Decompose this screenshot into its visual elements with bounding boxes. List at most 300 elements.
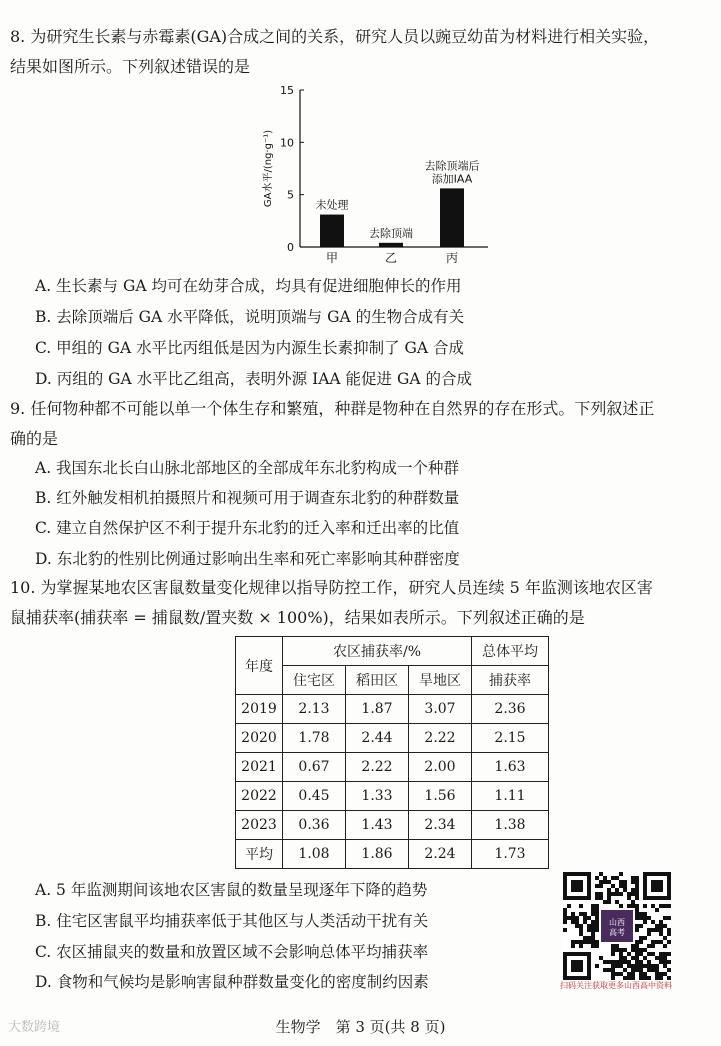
qr-module [603, 960, 607, 964]
cell-total: 1.11 [472, 782, 549, 811]
qr-module [611, 960, 615, 964]
qr-module [575, 940, 579, 944]
question-9-stem-2: 确的是 [10, 429, 59, 448]
qr-module [623, 880, 627, 884]
header-total-2: 捕获率 [472, 666, 549, 695]
qr-module [659, 952, 663, 956]
q9-option-a: A. 我国东北长白山脉北部地区的全部成年东北豹构成一个种群 [35, 459, 460, 477]
table-row [236, 840, 549, 869]
qr-finder [571, 960, 583, 972]
cell-dryland: 2.34 [409, 811, 472, 840]
qr-module [603, 876, 607, 880]
qr-module [579, 924, 583, 928]
qr-module [631, 948, 635, 952]
qr-module [579, 928, 583, 932]
qr-module [635, 892, 639, 896]
qr-module [647, 928, 651, 932]
qr-module [659, 928, 663, 932]
qr-module [627, 972, 631, 976]
qr-module [643, 972, 647, 976]
qr-module [667, 916, 671, 920]
question-10-stem-1: 10. 为掌握某地农区害鼠数量变化规律以指导防控工作，研究人员连续 5 年监测该地农区害 [10, 578, 653, 597]
q9-option-d: D. 东北豹的性别比例通过影响出生率和死亡率影响其种群密度 [35, 550, 460, 568]
qr-module [631, 880, 635, 884]
cell-paddy: 2.22 [346, 753, 409, 782]
qr-module [587, 924, 591, 928]
x-tick-label: 丙 [445, 251, 459, 265]
qr-module [623, 884, 627, 888]
header-dryland: 旱地区 [409, 666, 472, 695]
qr-module [635, 904, 639, 908]
cell-paddy: 1.87 [346, 695, 409, 724]
header-group: 农区捕获率/% [283, 637, 472, 666]
qr-module [655, 956, 659, 960]
table-header-row [236, 637, 549, 666]
cell-dryland: 2.24 [409, 840, 472, 869]
x-tick-label: 乙 [384, 251, 398, 265]
qr-module [579, 904, 583, 908]
q8-option-d: D. 丙组的 GA 水平比乙组高，表明外源 IAA 能促进 GA 的合成 [35, 370, 472, 388]
cell-total: 2.15 [472, 724, 549, 753]
qr-module [611, 876, 615, 880]
qr-module [591, 924, 595, 928]
qr-module [627, 896, 631, 900]
qr-module [615, 876, 619, 880]
qr-module [635, 948, 639, 952]
qr-module [655, 940, 659, 944]
qr-module [599, 892, 603, 896]
qr-module [631, 956, 635, 960]
q10-option-d: D. 食物和气候均是影响害鼠种群数量变化的密度制约因素 [35, 973, 429, 991]
qr-module [615, 964, 619, 968]
qr-module [667, 952, 671, 956]
cell-paddy: 1.33 [346, 782, 409, 811]
qr-module [583, 916, 587, 920]
qr-module [611, 884, 615, 888]
qr-module [567, 916, 571, 920]
cell-total: 1.73 [472, 840, 549, 869]
qr-caption: 扫码关注获取更多山西高中资料 [560, 981, 672, 990]
qr-module [591, 904, 595, 908]
cell-year: 2022 [236, 782, 283, 811]
qr-module [595, 896, 599, 900]
qr-module [575, 920, 579, 924]
qr-module [623, 888, 627, 892]
qr-module [635, 884, 639, 888]
qr-module [615, 900, 619, 904]
qr-module [659, 972, 663, 976]
qr-module [591, 940, 595, 944]
qr-module [635, 960, 639, 964]
cell-residential: 1.78 [283, 724, 346, 753]
header-paddy: 稻田区 [346, 666, 409, 695]
qr-module [619, 952, 623, 956]
qr-module [619, 964, 623, 968]
qr-module [643, 948, 647, 952]
cell-total: 1.38 [472, 811, 549, 840]
ga-bar-chart [250, 80, 490, 266]
qr-module [655, 924, 659, 928]
qr-module [599, 880, 603, 884]
cell-dryland: 3.07 [409, 695, 472, 724]
bar-label: 未处理 [315, 198, 349, 212]
qr-module [623, 960, 627, 964]
table-row [236, 811, 549, 840]
qr-module [607, 896, 611, 900]
cell-year: 2020 [236, 724, 283, 753]
q8-option-b: B. 去除顶端后 GA 水平降低，说明顶端与 GA 的生物合成有关 [35, 308, 465, 326]
q10-option-c: C. 农区捕鼠夹的数量和放置区域不会影响总体平均捕获率 [35, 943, 429, 961]
q10-option-a: A. 5 年监测期间该地农区害鼠的数量呈现逐年下降的趋势 [35, 881, 428, 899]
question-8 [10, 22, 710, 82]
table-subheader-row [236, 666, 549, 695]
cell-paddy: 2.44 [346, 724, 409, 753]
qr-module [595, 892, 599, 896]
qr-module [663, 944, 667, 948]
qr-module [643, 936, 647, 940]
qr-module [639, 948, 643, 952]
cell-paddy: 1.43 [346, 811, 409, 840]
qr-module [599, 896, 603, 900]
qr-module [655, 964, 659, 968]
qr-module [635, 964, 639, 968]
cell-residential: 0.67 [283, 753, 346, 782]
qr-module [663, 936, 667, 940]
header-total: 总体平均 [472, 637, 549, 666]
qr-module [579, 932, 583, 936]
table-row [236, 753, 549, 782]
qr-module [627, 904, 631, 908]
qr-module [603, 880, 607, 884]
qr-module [627, 892, 631, 896]
qr-module [595, 912, 599, 916]
y-tick-label: 0 [287, 241, 294, 254]
q9-option-b: B. 红外触发相机拍摄照片和视频可用于调查东北豹的种群数量 [35, 489, 460, 507]
qr-module [607, 968, 611, 972]
qr-module [635, 924, 639, 928]
qr-module [575, 916, 579, 920]
qr-module [651, 920, 655, 924]
qr-module [655, 928, 659, 932]
qr-module [643, 956, 647, 960]
qr-module [651, 940, 655, 944]
cell-residential: 1.08 [283, 840, 346, 869]
qr-module [639, 912, 643, 916]
cell-year: 2021 [236, 753, 283, 782]
bar-label: 去除顶端 [369, 226, 413, 240]
qr-module [591, 944, 595, 948]
qr-module [615, 948, 619, 952]
qr-module [643, 920, 647, 924]
table-row [236, 782, 549, 811]
qr-module [591, 920, 595, 924]
qr-module [619, 956, 623, 960]
qr-module [635, 928, 639, 932]
qr-module [603, 968, 607, 972]
qr-module [639, 960, 643, 964]
table-row [236, 695, 549, 724]
qr-module [607, 892, 611, 896]
qr-module [631, 968, 635, 972]
qr-module [667, 928, 671, 932]
y-tick-label: 15 [280, 84, 294, 97]
qr-module [583, 940, 587, 944]
qr-module [643, 904, 647, 908]
qr-module [659, 940, 663, 944]
qr-module [667, 960, 671, 964]
q8-option-c: C. 甲组的 GA 水平比丙组低是因为内源生长素抑制了 GA 合成 [35, 339, 465, 357]
q8-option-a: A. 生长素与 GA 均可在幼芽合成，均具有促进细胞伸长的作用 [35, 277, 462, 295]
qr-module [587, 940, 591, 944]
qr-module [663, 956, 667, 960]
qr-module [635, 952, 639, 956]
bar-label: 去除顶端后 [424, 159, 480, 173]
qr-module [631, 888, 635, 892]
qr-module [587, 936, 591, 940]
cell-total: 1.63 [472, 753, 549, 782]
qr-module [591, 908, 595, 912]
qr-module [651, 952, 655, 956]
qr-module [595, 920, 599, 924]
qr-module [631, 892, 635, 896]
qr-module [667, 904, 671, 908]
qr-module [651, 928, 655, 932]
cell-residential: 2.13 [283, 695, 346, 724]
qr-module [571, 912, 575, 916]
qr-module [619, 948, 623, 952]
qr-module [623, 956, 627, 960]
question-10-stem-2: 鼠捕获率(捕获率 = 捕鼠数/置夹数 × 100%)，结果如表所示。下列叙述正确的是 [10, 608, 585, 627]
qr-module [631, 904, 635, 908]
q9-option-c: C. 建立自然保护区不利于提升东北豹的迁入率和迁出率的比值 [35, 519, 460, 537]
watermark-logo: 大数跨境 [8, 1020, 61, 1035]
qr-module [611, 948, 615, 952]
qr-module [607, 888, 611, 892]
qr-module [619, 960, 623, 964]
qr-module [647, 916, 651, 920]
qr-module [571, 916, 575, 920]
qr-module [571, 920, 575, 924]
qr-module [595, 964, 599, 968]
question-10 [10, 573, 710, 633]
header-year: 年度 [236, 637, 283, 695]
qr-module [595, 884, 599, 888]
qr-module [563, 920, 567, 924]
qr-module [571, 944, 575, 948]
x-tick-label: 甲 [325, 251, 339, 265]
qr-module [639, 924, 643, 928]
qr-module [563, 908, 567, 912]
qr-module [599, 956, 603, 960]
question-9 [10, 394, 710, 454]
qr-module [635, 968, 639, 972]
qr-module [607, 960, 611, 964]
qr-module [635, 888, 639, 892]
qr-module [611, 972, 615, 976]
qr-module [595, 924, 599, 928]
qr-module [571, 940, 575, 944]
q10-option-b: B. 住宅区害鼠平均捕获率低于其他区与人类活动干扰有关 [35, 912, 429, 930]
qr-module [639, 952, 643, 956]
qr-module [607, 880, 611, 884]
qr-module [595, 904, 599, 908]
qr-module [639, 972, 643, 976]
qr-module [631, 964, 635, 968]
qr-module [615, 944, 619, 948]
qr-module [587, 916, 591, 920]
qr-module [623, 968, 627, 972]
qr-module [619, 892, 623, 896]
qr-module [667, 932, 671, 936]
qr-module [647, 944, 651, 948]
qr-module [595, 908, 599, 912]
question-8-stem-2: 结果如图所示。下列叙述错误的是 [10, 57, 251, 76]
qr-module [635, 912, 639, 916]
qr-module [583, 920, 587, 924]
cell-residential: 0.36 [283, 811, 346, 840]
qr-module [655, 908, 659, 912]
qr-module [651, 904, 655, 908]
qr-module [587, 928, 591, 932]
qr-module [595, 940, 599, 944]
qr-module [627, 952, 631, 956]
qr-module [659, 904, 663, 908]
qr-module [635, 876, 639, 880]
qr-center-line2: 高考 [609, 928, 625, 938]
cell-year: 平均 [236, 840, 283, 869]
qr-module [591, 932, 595, 936]
qr-module [635, 944, 639, 948]
cell-year: 2019 [236, 695, 283, 724]
qr-module [651, 964, 655, 968]
qr-module [599, 872, 603, 876]
bar-3 [440, 188, 464, 247]
qr-module [579, 944, 583, 948]
qr-code[interactable] [563, 872, 671, 980]
qr-module [611, 968, 615, 972]
qr-module [595, 916, 599, 920]
qr-module [663, 972, 667, 976]
qr-module [659, 960, 663, 964]
qr-module [647, 964, 651, 968]
qr-module [655, 968, 659, 972]
qr-module [659, 924, 663, 928]
qr-module [643, 964, 647, 968]
qr-finder [651, 880, 663, 892]
qr-module [659, 956, 663, 960]
qr-module [619, 880, 623, 884]
question-8-stem-1: 8. 为研究生长素与赤霉素(GA)合成之间的关系，研究人员以豌豆幼苗为材料进行相关实验， [10, 27, 660, 46]
qr-module [595, 928, 599, 932]
cell-dryland: 1.56 [409, 782, 472, 811]
qr-module [567, 904, 571, 908]
bar-2 [379, 243, 403, 247]
bar-1 [320, 215, 344, 247]
qr-module [615, 960, 619, 964]
qr-module [563, 912, 567, 916]
qr-module [631, 944, 635, 948]
qr-module [631, 900, 635, 904]
qr-module [639, 968, 643, 972]
page-footer: 生物学 第 3 页(共 8 页) [275, 1018, 446, 1036]
qr-module [611, 944, 615, 948]
qr-module [579, 940, 583, 944]
qr-module [651, 968, 655, 972]
qr-module [663, 904, 667, 908]
qr-module [663, 952, 667, 956]
qr-module [635, 956, 639, 960]
qr-finder [571, 880, 583, 892]
qr-module [635, 916, 639, 920]
qr-module [591, 936, 595, 940]
qr-module [583, 936, 587, 940]
qr-module [619, 884, 623, 888]
qr-module [583, 912, 587, 916]
y-axis-label: GA水平/(ng·g⁻¹) [263, 129, 274, 208]
qr-module [611, 892, 615, 896]
qr-module [615, 972, 619, 976]
qr-module [575, 924, 579, 928]
qr-module [663, 916, 667, 920]
header-residential: 住宅区 [283, 666, 346, 695]
qr-module [591, 928, 595, 932]
qr-module [639, 936, 643, 940]
question-9-stem-1: 9. 任何物种都不可能以单一个体生存和繁殖，种群是物种在自然界的存在形式。下列叙述正 [10, 399, 655, 418]
y-tick-label: 5 [287, 188, 294, 202]
qr-module [663, 964, 667, 968]
y-tick-label: 10 [280, 136, 294, 150]
qr-module [563, 928, 567, 932]
cell-paddy: 1.86 [346, 840, 409, 869]
qr-module [635, 880, 639, 884]
qr-module [611, 952, 615, 956]
cell-total: 2.36 [472, 695, 549, 724]
qr-module [627, 960, 631, 964]
qr-module [591, 912, 595, 916]
qr-module [607, 900, 611, 904]
qr-module [663, 924, 667, 928]
qr-module [639, 964, 643, 968]
qr-module [623, 948, 627, 952]
qr-module [639, 916, 643, 920]
qr-module [619, 872, 623, 876]
qr-module [635, 908, 639, 912]
qr-module [655, 972, 659, 976]
qr-module [619, 904, 623, 908]
qr-module [647, 960, 651, 964]
cell-year: 2023 [236, 811, 283, 840]
qr-module [651, 944, 655, 948]
qr-module [615, 888, 619, 892]
qr-module [667, 968, 671, 972]
qr-module [659, 920, 663, 924]
cell-residential: 0.45 [283, 782, 346, 811]
qr-module [647, 932, 651, 936]
qr-module [627, 964, 631, 968]
qr-module [631, 972, 635, 976]
qr-module [631, 876, 635, 880]
qr-module [595, 944, 599, 948]
qr-module [563, 916, 567, 920]
qr-module [619, 972, 623, 976]
qr-module [663, 960, 667, 964]
qr-module [643, 912, 647, 916]
cell-dryland: 2.22 [409, 724, 472, 753]
qr-module [611, 964, 615, 968]
qr-module [615, 892, 619, 896]
qr-module [635, 940, 639, 944]
bar-label: 添加IAA [431, 172, 473, 186]
